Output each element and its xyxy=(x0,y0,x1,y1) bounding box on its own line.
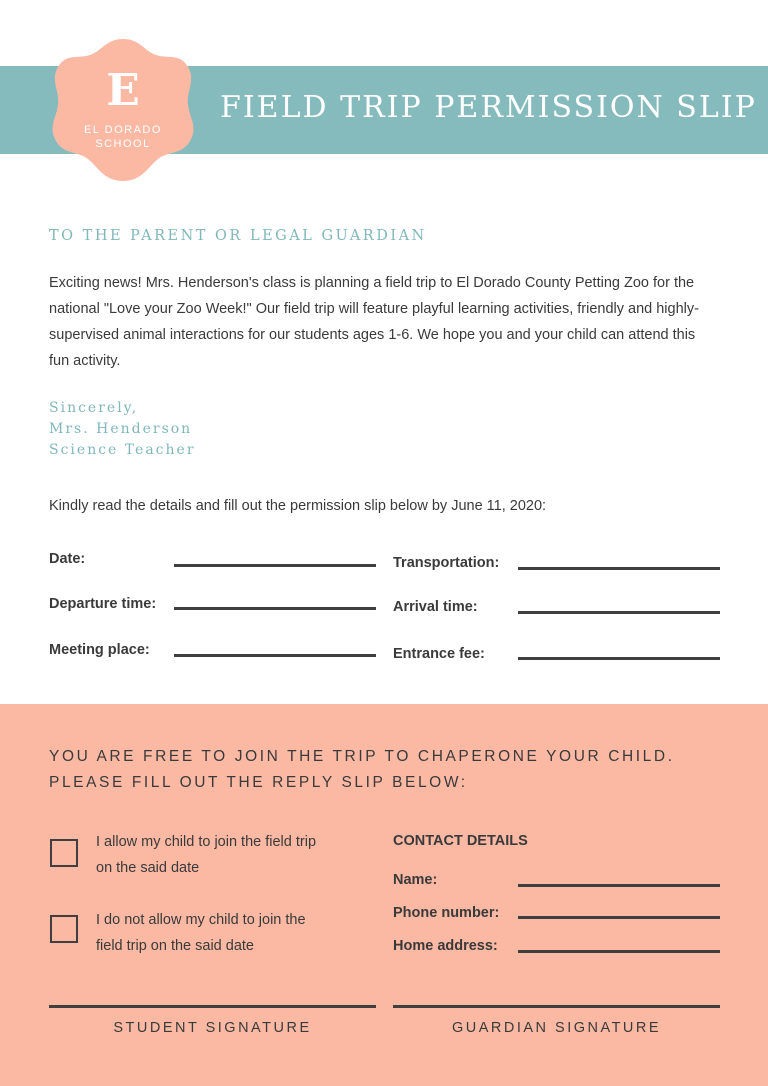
reply-heading-line1: YOU ARE FREE TO JOIN THE TRIP TO CHAPERONE YOUR CHILD. xyxy=(49,748,675,765)
departure-time-label: Departure time: xyxy=(49,596,157,612)
student-signature-label: STUDENT SIGNATURE xyxy=(113,1020,312,1036)
reply-heading-line2: PLEASE FILL OUT THE REPLY SLIP BELOW: xyxy=(49,774,468,791)
student-signature-line[interactable] xyxy=(49,1005,376,1008)
school-logo-badge xyxy=(48,35,198,185)
home-address-label: Home address: xyxy=(393,938,498,954)
home-address-field[interactable] xyxy=(518,950,720,953)
phone-number-field[interactable] xyxy=(518,916,720,919)
phone-number-label: Phone number: xyxy=(393,905,500,921)
logo-school-name xyxy=(48,123,198,151)
transportation-label: Transportation: xyxy=(393,555,500,571)
logo-name-line2: SCHOOL xyxy=(95,138,151,150)
name-label: Name: xyxy=(393,872,438,888)
departure-time-field[interactable] xyxy=(174,607,376,610)
entrance-fee-label: Entrance fee: xyxy=(393,646,485,662)
guardian-signature-line[interactable] xyxy=(393,1005,720,1008)
guardian-signature-label: GUARDIAN SIGNATURE xyxy=(451,1020,662,1036)
logo-name-line1: EL DORADO xyxy=(84,124,162,136)
meeting-place-field[interactable] xyxy=(174,654,376,657)
contact-details-heading: CONTACT DETAILS xyxy=(393,833,528,849)
disallow-checkbox[interactable] xyxy=(50,915,78,943)
signoff-line: Sincerely, xyxy=(49,400,139,416)
salutation: TO THE PARENT OR LEGAL GUARDIAN xyxy=(49,228,427,244)
allow-checkbox[interactable] xyxy=(50,839,78,867)
disallow-text: I do not allow my child to join the field trip on the said date xyxy=(96,912,306,954)
transportation-field[interactable] xyxy=(518,567,720,570)
page-title: FIELD TRIP PERMISSION SLIP xyxy=(220,90,757,125)
reply-heading xyxy=(49,744,675,796)
logo-letter: E xyxy=(106,65,140,116)
arrival-time-label: Arrival time: xyxy=(393,599,478,615)
letter-body: Exciting news! Mrs. Henderson's class is planning a field trip to El Dorado County Petting Zoo for the national "Love your Zoo Week!" Our field trip will feature playful learning activities, friendly and highly-supervised animal interactions for our students ages 1-6. We hope you and your child can attend this fun activity. xyxy=(49,275,699,369)
entrance-fee-field[interactable] xyxy=(518,657,720,660)
meeting-place-label: Meeting place: xyxy=(49,642,150,658)
name-field[interactable] xyxy=(518,884,720,887)
arrival-time-field[interactable] xyxy=(518,611,720,614)
signoff-line: Mrs. Henderson xyxy=(49,421,193,437)
signoff-line: Science Teacher xyxy=(49,442,196,458)
date-label: Date: xyxy=(49,551,86,567)
signoff xyxy=(49,398,196,461)
date-field[interactable] xyxy=(174,564,376,567)
instruction-text: Kindly read the details and fill out the permission slip below by June 11, 2020: xyxy=(49,498,547,514)
allow-text: I allow my child to join the field trip on the said date xyxy=(96,834,317,876)
